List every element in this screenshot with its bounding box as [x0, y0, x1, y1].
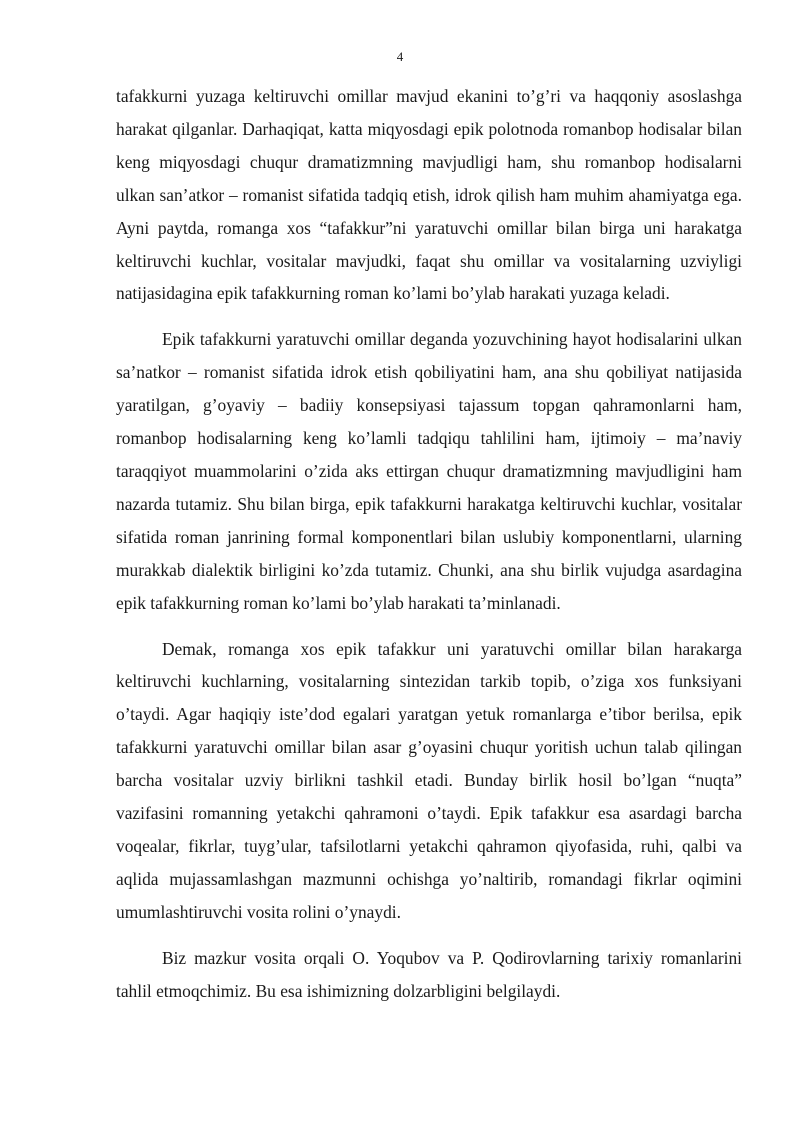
paragraph-2: Epik tafakkurni yaratuvchi omillar deganda yozuvchining hayot hodisalarini ulkan sa’natkor – romanist sifatida idrok etish qobiliyatini ham, ana shu qobiliyat natijasida yaratilgan, g’oyaviy – badiiy konsepsiyasi tajassum topgan qahramonlarni ham, romanbop hodisalarning keng ko’lamli tadqiqu tahlilini ham, ijtimoiy – ma’naviy taraqqiyot muammolarini o’zida aks ettirgan chuqur dramatizmning mavjudligini ham nazarda tutamiz. Shu bilan birga, epik tafakkurni harakatga keltiruvchi kuchlar, vositalar sifatida roman janrining formal komponentlari bilan uslubiy komponentlarni, ularning murakkab dialektik birligini ko’zda tutamiz. Chunki, ana shu birlik vujudga asardagina epik tafakkurning roman ko’lami bo’ylab harakati ta’minlanadi.	[116, 329, 742, 613]
page-number: 4	[396, 49, 404, 64]
body-text	[116, 80, 742, 1020]
paragraph-1: tafakkurni yuzaga keltiruvchi omillar mavjud ekanini to’g’ri va haqqoniy asoslashga harakat qilganlar. Darhaqiqat, katta miqyosdagi epik polotnoda romanbop hodisalar bilan keng miqyosdagi chuqur dramatizmning mavjudligi ham, shu romanbop hodisalarni ulkan san’atkor – romanist sifatida tadqiq etish, idrok qilish ham muhim ahamiyatga ega. Ayni paytda, romanga xos “tafakkur”ni yaratuvchi omillar bilan birga uni harakatga keltiruvchi kuchlar, vositalar mavjudki, faqat shu omillar va vositalarning uzviyligi natijasidagina epik tafakkurning roman ko’lami bo’ylab harakati yuzaga keladi.	[116, 86, 742, 304]
paragraph-3: Demak, romanga xos epik tafakkur uni yaratuvchi omillar bilan harakarga keltiruvchi kuchlarning, vositalarning sintezidan tarkib topib, o’ziga xos funksiyani o’taydi. Agar haqiqiy iste’dod egalari yaratgan yetuk romanlarga e’tibor berilsa, epik tafakkurni yaratuvchi omillar bilan asar g’oyasini chuqur yoritish uchun talab qilingan barcha vositalar uzviy birlikni tashkil etadi. Bunday birlik hosil bo’lgan “nuqta” vazifasini romanning yetakchi qahramoni o’taydi. Epik tafakkur esa asardagi barcha voqealar, fikrlar, tuyg’ular, tafsilotlarni yetakchi qahramon qiyofasida, ruhi, qalbi va aqlida mujassamlashgan mazmunni ochishga yo’naltirib, romandagi fikrlar oqimini umumlashtiruvchi vosita rolini o’ynaydi.	[116, 638, 742, 922]
paragraph-4: Biz mazkur vosita orqali O. Yoqubov va P. Qodirovlarning tarixiy romanlarini tahlil etmoqchimiz. Bu esa ishimizning dolzarbligini belgilaydi.	[116, 947, 742, 1001]
